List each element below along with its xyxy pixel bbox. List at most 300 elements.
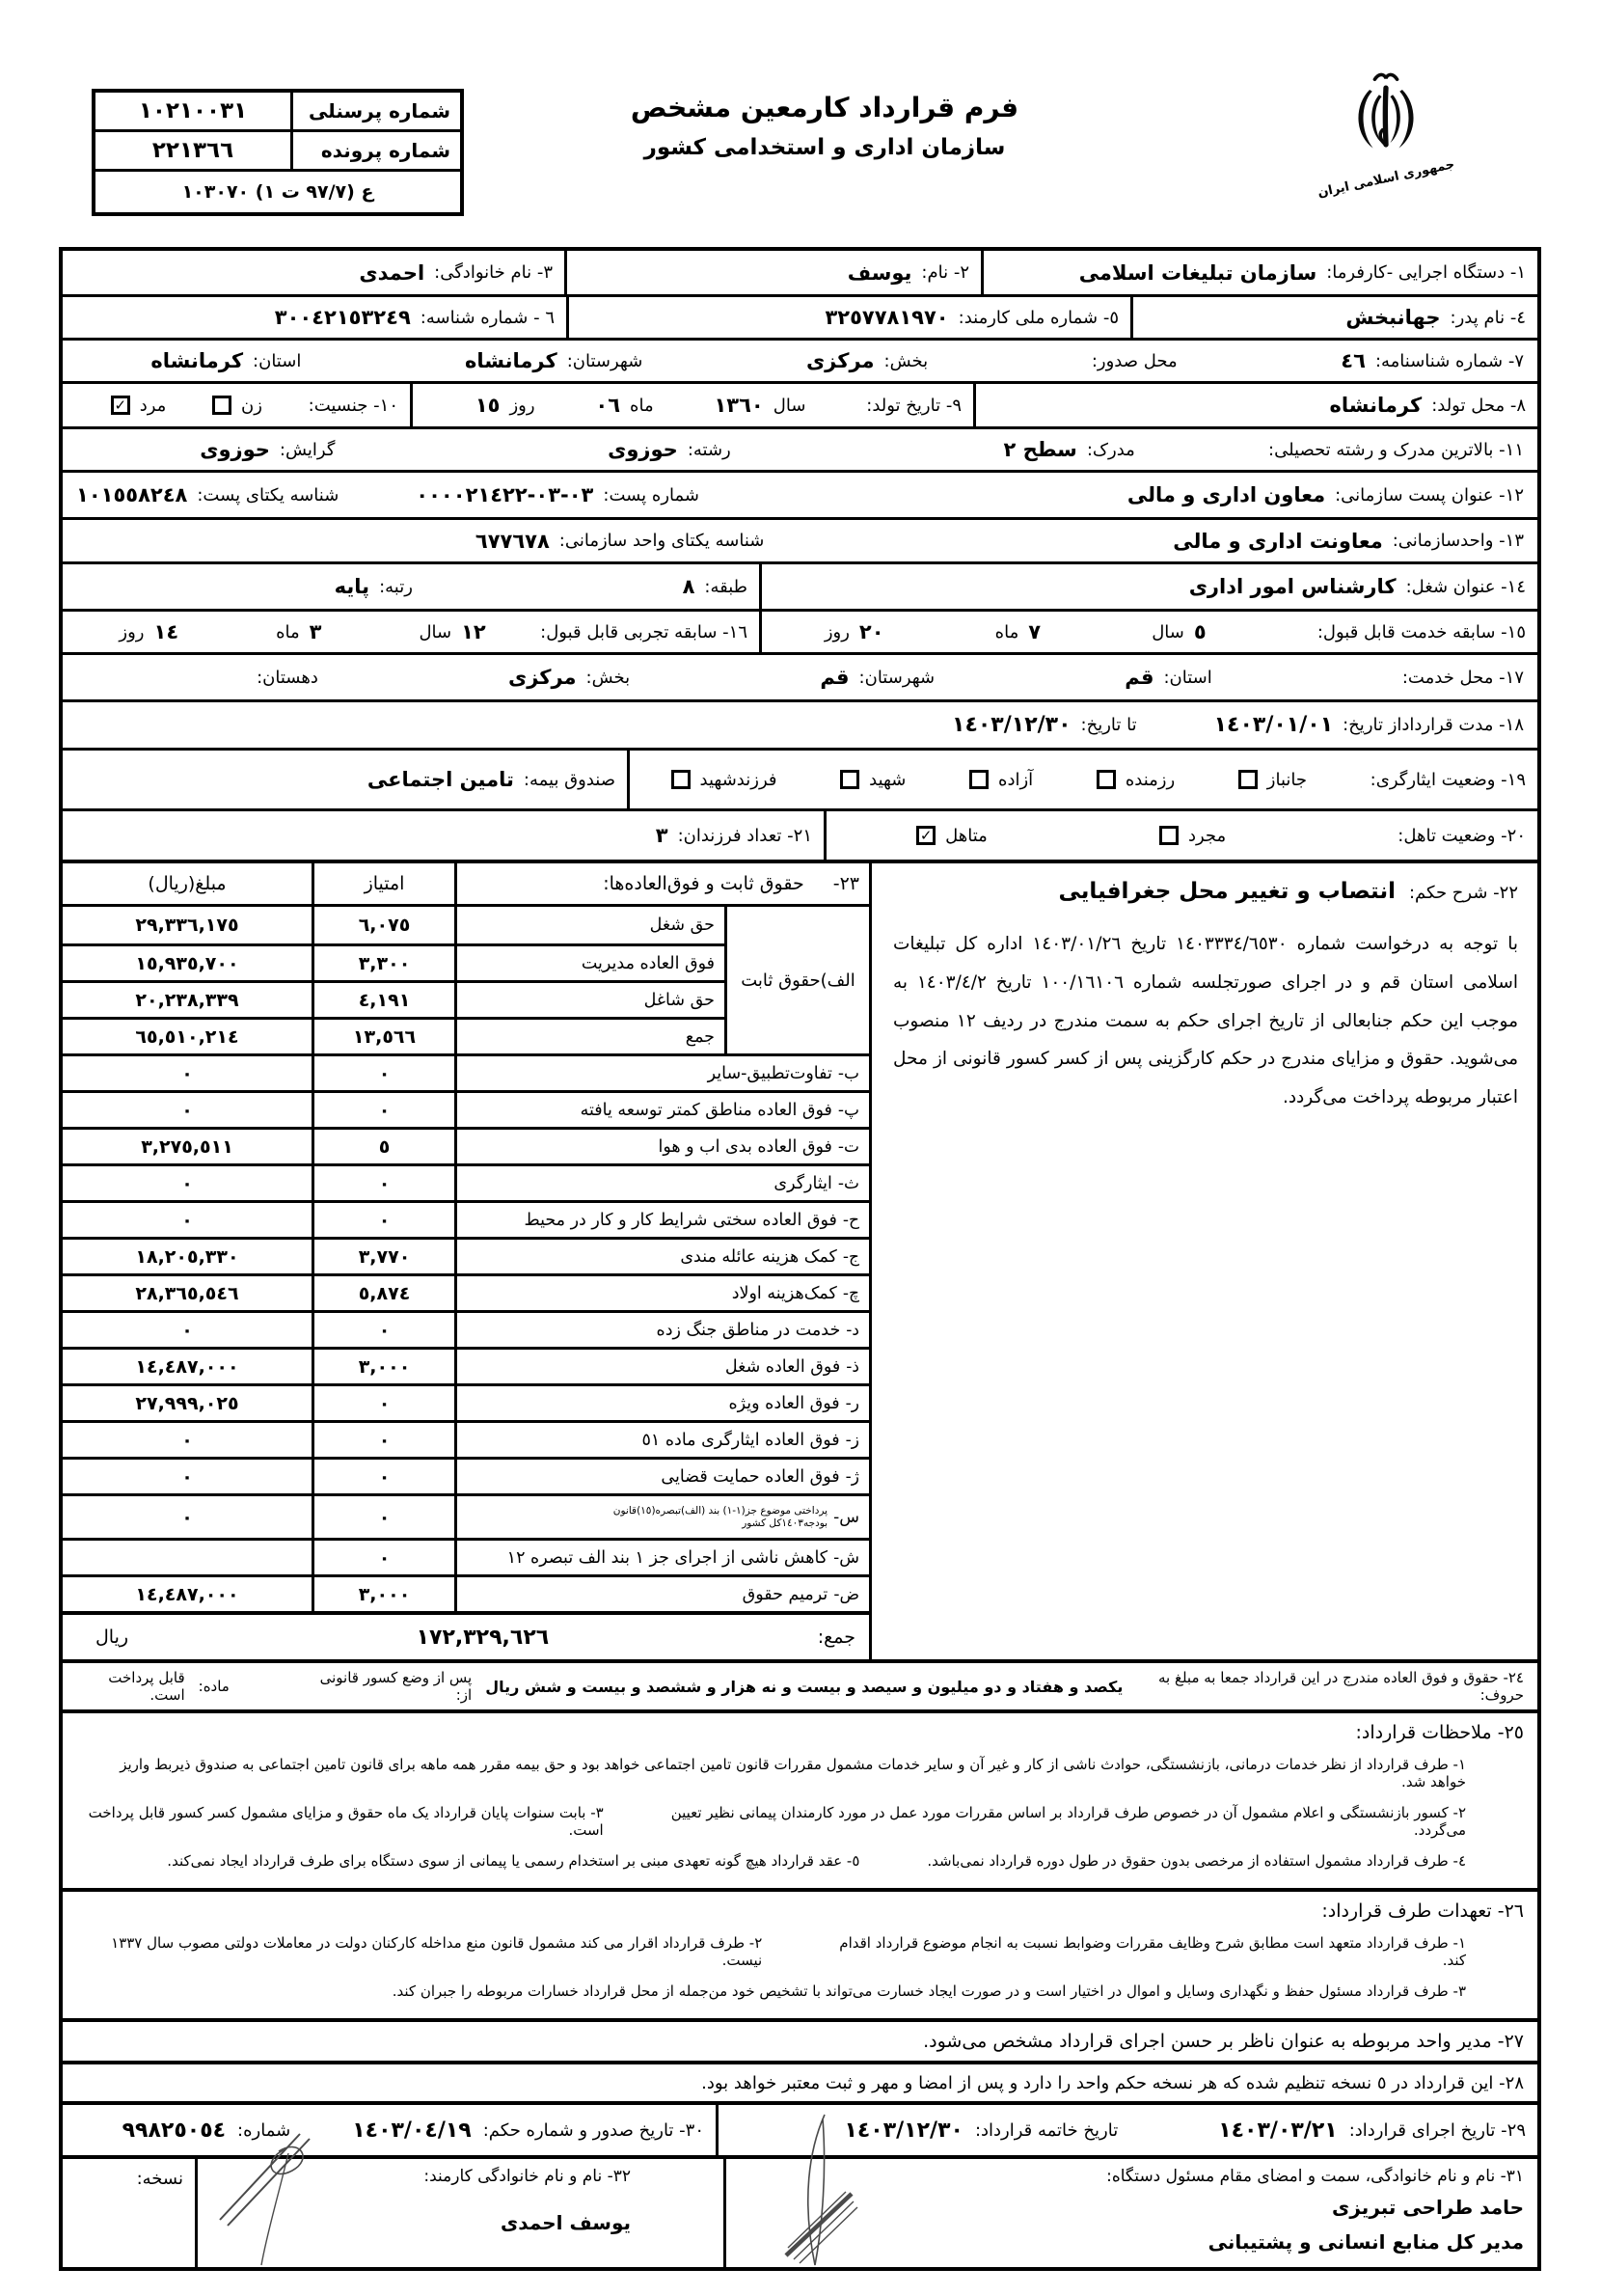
- sacrifice-label: ١٩- وضعیت ایثارگری:: [1370, 769, 1526, 790]
- salary-header-row: [63, 863, 869, 904]
- farzand-shahid-label: فرزندشهید: [699, 769, 777, 790]
- janbaz-label: جانباز: [1266, 769, 1308, 790]
- salary-row-amount: ١٤,٤٨٧,٠٠٠: [135, 1583, 239, 1605]
- salary-row-prefix: د-: [846, 1320, 859, 1340]
- org-unit-label: ١٣- واحدسازمانی:: [1392, 531, 1524, 551]
- salary-row-prefix: ح-: [842, 1210, 859, 1230]
- decree-title: انتصاب و تغییر محل جغرافیایی: [1058, 879, 1396, 904]
- row-job-title: [63, 561, 1537, 609]
- post-title-label: ١٢- عنوان پست سازمانی:: [1335, 484, 1524, 506]
- file-number-row: [95, 132, 460, 172]
- firstname-value: یوسف: [847, 260, 912, 285]
- service-history-label: ١٥- سابقه خدمت قابل قبول:: [1316, 621, 1526, 642]
- service-shahrestan-label: شهرستان:: [858, 667, 936, 688]
- salary-row-label: [454, 907, 724, 943]
- decree-number-value: ٩٩٨٢٥٠٥٤: [122, 2118, 227, 2143]
- salary-row-text: فوق العاده حمایت قضایی: [661, 1466, 840, 1487]
- salary-row-amount: ٠: [181, 1319, 193, 1341]
- birthdate-year-label: سال: [773, 395, 806, 416]
- emblem-caption: جمهوری اسلامی ایران: [1316, 157, 1456, 201]
- org-unit-id-label: شناسه یکتای واحد سازمانی:: [558, 531, 765, 551]
- salary-row-score: ٠: [312, 1541, 454, 1574]
- row-father-national-id: [63, 294, 1537, 338]
- salary-row: [63, 1237, 869, 1273]
- salary-row-score: ٠: [312, 1093, 454, 1127]
- note-item: ٣- بابت سنوات پایان قرارداد یک ماه حقوق و مزایای مشمول کسر کسور قابل پرداخت است.: [88, 1804, 604, 1839]
- salary-row-score: ٣,٠٠٠: [312, 1577, 454, 1611]
- salary-row-label: [454, 983, 724, 1017]
- lastname-value: احمدی: [359, 260, 425, 285]
- decree-issue-date: ١٤٠٣/٠٤/١٩: [352, 2118, 472, 2143]
- father-cell: [1130, 297, 1537, 338]
- salary-total-label: جمع:: [817, 1626, 855, 1648]
- job-title-label: ١٤- عنوان شغل:: [1405, 576, 1526, 597]
- personnel-number-label: شماره پرسنلی: [290, 93, 460, 129]
- salary-row-text: فوق العاده ویژه: [728, 1393, 840, 1413]
- gender-cell: [63, 384, 410, 426]
- service-years: ٥: [1193, 620, 1207, 643]
- service-days: ٢٠: [858, 620, 884, 643]
- allowance-rows: [63, 1053, 869, 1611]
- party-obligations-heading: ٢٦- تعهدات طرف قرارداد:: [1321, 1900, 1524, 1922]
- experience-days: ١٤: [153, 620, 179, 643]
- issue-shahrestan-value: کرمانشاه: [464, 349, 557, 372]
- salary-row-amount: ٢٨,٣٦٥,٥٤٦: [135, 1282, 239, 1304]
- birthdate-month: ٠٦: [595, 394, 621, 417]
- salary-row-text: فوق العاده شغل: [724, 1356, 841, 1377]
- copies-note-text: ٢٨- این قرارداد در ٥ نسخه تنظیم شده که هر نسخه حکم واحد را دارد و پس از امضا و مهر و ثبت معتبر خواهد بود.: [701, 2072, 1524, 2093]
- contract-duration-label: ١٨- مدت قرارداداز تاریخ:: [1343, 715, 1524, 735]
- post-number-value: ٠٣-٠٣-٠٠٠٠٢١٤٢٢: [416, 483, 594, 506]
- salary-row-label: [454, 1313, 869, 1347]
- salary-row-score: ٤,١٩١: [312, 983, 454, 1017]
- salary-row-label: [454, 946, 724, 980]
- employee-signature-cell: [195, 2159, 723, 2267]
- razmande-checkbox[interactable]: [1097, 770, 1116, 789]
- single-checkbox[interactable]: [1159, 826, 1179, 845]
- note-item: ٥- عقد قرارداد هیچ گونه تعهدی مبنی بر استخدام رسمی یا پیمانی از سوی دستگاه برای طرف قرارداد ایجاد نمی‌کند.: [167, 1852, 860, 1870]
- salary-currency: ریال: [95, 1626, 129, 1648]
- salary-row-amount: ٠: [181, 1209, 193, 1231]
- post-id-value: ١٠١٥٥٨٢٤٨: [76, 483, 188, 506]
- salary-row-label: [454, 1460, 869, 1493]
- degree-value: سطح ٢: [1003, 438, 1077, 461]
- salary-row-prefix: ب-: [837, 1063, 859, 1083]
- salary-header-number: ٢٣-: [832, 873, 859, 894]
- children-count-label: ٢١- تعداد فرزندان:: [677, 825, 812, 846]
- salary-row-amount: ١٨,٢٠٥,٣٣٠: [135, 1245, 239, 1268]
- madeh-label: ماده:: [198, 1678, 230, 1695]
- salary-row-prefix: ض-: [833, 1584, 859, 1604]
- decree-body: با توجه به درخواست شماره ١٤٠٣٣٣٤/٦٥٣٠ تاریخ ١٤٠٣/٠١/٢٦ اداره کل تبلیغات اسلامی استان قم و در اجرای صورتجلسه شماره ١٠٠/١٦١٠٦ تاریخ ١٤٠٣/٤/٢ به موجب این حکم جنابعالی از تاریخ اجرای حکم به سمت مندرج در ردیف ١٢ منصوب می‌شوید. حقوق و مزایای مندرج در حکم کارگزینی پس از کسر کسور قانونی از محل اعتبار مربوطه پرداخت می‌گردد.: [893, 934, 1519, 1108]
- salary-row: [63, 943, 724, 980]
- row-service-history: [63, 609, 1537, 652]
- salary-row: [63, 1053, 869, 1090]
- firstname-cell: [564, 251, 981, 294]
- salary-row-amount: ٠: [181, 1172, 193, 1194]
- row-supervisor-note: [63, 2018, 1537, 2061]
- insurance-fund-cell: [63, 751, 627, 808]
- experience-months-unit: ماه: [276, 621, 300, 642]
- salary-row: [63, 1383, 869, 1420]
- salary-band: [63, 860, 1537, 1659]
- note-line: [76, 1749, 1524, 1797]
- salary-row-label: [454, 1130, 869, 1163]
- salary-row-text: فوق العاده مناطق کمتر توسعه یافته: [580, 1100, 832, 1120]
- salary-row-score: ٥: [312, 1130, 454, 1163]
- salary-row-text: کاهش ناشی از اجرای جز ١ بند الف تبصره ١٢: [506, 1547, 828, 1568]
- job-title-cell: [759, 564, 1537, 609]
- salary-row-amount: ٠: [181, 1506, 193, 1528]
- agency-signatory-label: ٣١- نام و نام خانوادگی، سمت و امضای مقام مسئول دستگاه:: [1106, 2167, 1524, 2186]
- birthplace-value: کرمانشاه: [1329, 394, 1423, 417]
- shahid-label: شهید: [869, 769, 907, 790]
- salary-row-amount: ٦٥,٥١٠,٢١٤: [135, 1025, 239, 1048]
- fixed-salary-group-label: الف)حقوق ثابت: [724, 907, 869, 1053]
- gender-label: ١٠- جنسیت:: [308, 395, 398, 416]
- insurance-fund-value: تامین اجتماعی: [366, 768, 514, 791]
- note-item: ٢- کسور بازنشستگی و اعلام مشمول آن در خصوص طرف قرارداد بر اساس مقررات مورد عمل در مورد کارمندان پیمانی نظیر تعیین می‌گردد.: [670, 1804, 1466, 1839]
- salary-row-text: کمک‌هزینه اولاد: [731, 1283, 837, 1303]
- salary-row-score: ٠: [312, 1313, 454, 1347]
- salary-row-amount: [63, 1541, 312, 1574]
- salary-row-text: ترمیم حقوق: [742, 1584, 828, 1604]
- salary-row-text: ایثارگری: [773, 1173, 832, 1193]
- salary-row-label: [454, 1423, 869, 1457]
- major-label: رشته:: [687, 439, 731, 460]
- birthdate-day-label: روز: [509, 395, 535, 416]
- salary-row: [63, 1493, 869, 1538]
- single-label: مجرد: [1187, 825, 1227, 846]
- experience-label: ١٦- سابقه تجربی قابل قبول:: [540, 621, 747, 642]
- row-agency-name: [63, 251, 1537, 294]
- lastname-cell: [63, 251, 564, 294]
- salary-row: [63, 1538, 869, 1574]
- salary-row-prefix: ز-: [845, 1430, 859, 1450]
- birthdate-month-label: ماه: [630, 395, 654, 416]
- personnel-number-value: ١٠٢١٠٠٣١: [138, 98, 248, 123]
- gender-male-checkbox[interactable]: ✓: [111, 396, 130, 415]
- experience-years-unit: سال: [419, 621, 452, 642]
- salary-row-text: پرداختی موضوع جز(١-١) بند (الف)تبصره(١٥)قانون بودجه١٤٠٣کل کشور: [612, 1505, 828, 1529]
- salary-row-text: حق شاغل: [643, 990, 715, 1010]
- razmande-label: رزمنده: [1125, 769, 1176, 790]
- row-birth-gender: [63, 381, 1537, 426]
- salary-row-prefix: س-: [833, 1507, 859, 1527]
- salary-row-amount: ٣,٢٧٥,٥١١: [141, 1135, 233, 1158]
- sacrifice-cell: [627, 751, 1537, 808]
- end-date-label: تاریخ خاتمه قرارداد:: [974, 2119, 1119, 2141]
- fixed-salary-group: [63, 904, 869, 1053]
- execution-date-value: ١٤٠٣/٠٣/٢١: [1218, 2118, 1338, 2143]
- party-obligations-lines: [76, 1927, 1524, 2007]
- farzand-shahid-checkbox[interactable]: [671, 770, 691, 789]
- note-item: ٤- طرف قرارداد مشمول استفاده از مرخصی بدون حقوق در طول دوره قرارداد نمی‌باشد.: [927, 1852, 1466, 1870]
- service-history-cell: [759, 612, 1537, 652]
- national-id-value: ٣٢٥٧٧٨١٩٧٠: [825, 306, 949, 329]
- birthdate-year: ١٣٦٠: [714, 394, 764, 417]
- salary-row-label: [454, 1240, 869, 1273]
- employee-name-value: یوسف احمدی: [500, 2211, 631, 2234]
- salary-row-label: [454, 1020, 724, 1053]
- issue-date-cell: [63, 2105, 716, 2155]
- gender-female-checkbox[interactable]: [212, 396, 231, 415]
- firstname-label: ٢- نام:: [921, 262, 969, 283]
- salary-row: [63, 1017, 724, 1053]
- national-id-label: ٥- شماره ملی کارمند:: [958, 307, 1119, 328]
- salary-row-prefix: ث-: [837, 1173, 859, 1193]
- birthdate-day: ١٥: [475, 394, 501, 417]
- salary-row-label: [454, 1093, 869, 1127]
- amount-column-header: مبلغ(ریال): [148, 873, 227, 894]
- note-item: ٣- طرف قرارداد مسئول حفظ و نگهداری وسایل و اموال در اختیار است و در صورت ایجاد خسارت می‌تواند با تشخیص خود من‌جمله از محل قرارداد خسارات مربوطه را جبران کند.: [392, 1982, 1466, 2000]
- salary-row-prefix: ج-: [842, 1246, 859, 1267]
- row-sacrifice-status: [63, 748, 1537, 808]
- salary-row-prefix: ژ-: [845, 1466, 859, 1487]
- service-shahrestan-value: قم: [820, 666, 850, 689]
- salary-total-value: ١٧٢,٣٢٩,٦٢٦: [416, 1625, 550, 1650]
- decree-number-label: شماره:: [237, 2119, 291, 2141]
- azade-label: آزاده: [998, 769, 1034, 790]
- insurance-fund-label: صندوق بیمه:: [523, 769, 615, 790]
- salary-row-text: جمع: [685, 1026, 715, 1047]
- row-education: [63, 426, 1537, 470]
- agency-signatory-name: حامد طراحی تبریزی: [1332, 2196, 1524, 2219]
- salary-row-amount: ٠: [181, 1062, 193, 1084]
- salary-row-text: کمک هزینه عائله مندی: [680, 1246, 837, 1267]
- salary-row-label: [454, 1350, 869, 1383]
- salary-row-prefix: ش-: [833, 1547, 859, 1568]
- lastname-label: ٣- نام خانوادگی:: [434, 262, 553, 283]
- execution-date-label: ٢٩- تاریخ اجرای قرارداد:: [1348, 2119, 1526, 2141]
- agency-cell: [981, 251, 1537, 294]
- org-unit-value: معاونت اداری و مالی: [1173, 529, 1383, 553]
- form-title: [526, 92, 1124, 160]
- salary-row-text: خدمت در مناطق جنگ زده: [656, 1320, 841, 1340]
- salary-row-amount: ٠: [181, 1429, 193, 1451]
- issue-bakhsh-value: مرکزی: [805, 349, 875, 372]
- salary-row: [63, 1457, 869, 1493]
- service-bakhsh-label: بخش:: [585, 667, 631, 688]
- row-org-unit: [63, 517, 1537, 561]
- shenase-cell: [63, 297, 566, 338]
- married-checkbox[interactable]: ✓: [916, 826, 936, 845]
- row-service-location: [63, 652, 1537, 699]
- salary-row-score: ٠: [312, 1496, 454, 1538]
- father-value: جهانبخش: [1345, 306, 1441, 329]
- decree-issue-label: ٣٠- تاریخ صدور و شماره حکم:: [482, 2119, 704, 2141]
- form-title-line2: سازمان اداری و استخدامی کشور: [643, 135, 1006, 160]
- salary-row: [63, 1163, 869, 1200]
- salary-row-text: تفاوت‌تطبیق-سایر: [707, 1063, 832, 1083]
- salary-row-amount: ١٥,٩٣٥,٧٠٠: [135, 952, 239, 974]
- salary-row-amount: ٠: [181, 1099, 193, 1121]
- salary-row: [63, 907, 724, 943]
- marital-cell: [824, 811, 1537, 860]
- experience-days-unit: روز: [119, 621, 145, 642]
- birthdate-cell: [410, 384, 973, 426]
- note-item: ٢- طرف قرارداد اقرار می کند مشمول قانون منع مداخله کارکنان دولت در معاملات دولتی مصوب سال ١٣٣٧ نیست.: [111, 1934, 763, 1969]
- salary-row-label: [454, 1541, 869, 1574]
- party-obligations-section: [63, 1888, 1537, 2018]
- service-bakhsh-value: مرکزی: [507, 666, 577, 689]
- salary-row-text: فوق العاده سختی شرایط کار و کار در محیط: [524, 1210, 837, 1230]
- salary-row-prefix: ذ-: [846, 1356, 859, 1377]
- service-ostan-value: قم: [1125, 666, 1154, 689]
- issue-ostan-value: کرمانشاه: [150, 349, 244, 372]
- salary-row-score: ٠: [312, 1386, 454, 1420]
- row-post: [63, 470, 1537, 517]
- service-months: ٧: [1028, 620, 1042, 643]
- salary-row-score: ٦,٠٧٥: [312, 907, 454, 943]
- contract-notes-section: [63, 1709, 1537, 1888]
- salary-row-label: [454, 1203, 869, 1237]
- salary-header-label-cell: [454, 863, 869, 904]
- gender-female-label: زن: [241, 395, 262, 416]
- birth-cert-label: ٧- شماره شناسنامه:: [1374, 350, 1524, 371]
- salary-row-prefix: چ-: [842, 1283, 859, 1303]
- salary-row-label: [454, 1496, 869, 1538]
- service-months-unit: ماه: [994, 621, 1019, 642]
- salary-table: [63, 863, 869, 1659]
- contract-table: [59, 247, 1541, 2271]
- salary-row-label: [454, 1386, 869, 1420]
- salary-row-score: ٠: [312, 1460, 454, 1493]
- service-dehestan-label: دهستان:: [257, 667, 318, 688]
- score-column-header: امتیاز: [312, 863, 454, 904]
- post-id-label: شناسه یکتای پست:: [197, 484, 339, 506]
- grade-cell: [63, 564, 759, 609]
- execution-date-cell: [716, 2105, 1537, 2155]
- issue-bakhsh-label: بخش:: [883, 350, 929, 371]
- salary-total-row: [63, 1611, 869, 1659]
- copy-number-cell: [63, 2159, 195, 2267]
- gender-male-label: مرد: [139, 395, 167, 416]
- salary-row: [63, 1273, 869, 1310]
- salary-row: [63, 1200, 869, 1237]
- salary-row-text: فوق العاده بدی اب و هوا: [658, 1136, 832, 1157]
- salary-row-label: [454, 1056, 869, 1090]
- contract-from-date: ١٤٠٣/٠١/٠١: [1213, 713, 1334, 737]
- note-item: ١- طرف قرارداد از نظر خدمات درمانی، بازنشستگی، حوادث ناشی از کار و غیر آن و سایر خدمات مشمول مقررات قانون تامین اجتماعی خواهد بود و حق بیمه مقرر همه ماهه برای قانون تامین اجتماعی به صندوق ذیربط واریز خواهد شد.: [120, 1756, 1466, 1790]
- rank-label: رتبه:: [379, 576, 413, 597]
- signatures-row: [63, 2155, 1537, 2267]
- salary-row-text: حق شغل: [649, 916, 715, 935]
- contract-to-date: ١٤٠٣/١٢/٣٠: [952, 713, 1072, 737]
- orientation-value: حوزوی: [200, 438, 270, 461]
- experience-months: ٣: [309, 620, 322, 643]
- contract-to-label: تا تاریخ:: [1080, 715, 1137, 735]
- salary-row-score: ٣,٧٧٠: [312, 1240, 454, 1273]
- salary-row-amount: ٠: [181, 1465, 193, 1488]
- salary-row-label: [454, 1166, 869, 1200]
- salary-row-score: ٣,٠٠٠: [312, 1350, 454, 1383]
- salary-row-amount: ٢٧,٩٩٩,٠٢٥: [135, 1392, 239, 1414]
- issue-place-label: محل صدور:: [1091, 350, 1178, 371]
- salary-row: [63, 1420, 869, 1457]
- experience-cell: [63, 612, 759, 652]
- salary-row: [63, 1574, 869, 1611]
- row-contract-duration: [63, 699, 1537, 748]
- amount-words-value: یکصد و هفتاد و دو میلیون و سیصد و بیست و نه هزار و ششصد و بیست و شش ریال: [485, 1677, 1124, 1696]
- end-date-value: ١٤٠٣/١٢/٣٠: [844, 2118, 963, 2143]
- salary-row: [63, 1347, 869, 1383]
- shenase-label: ٦ - شماره شناسه:: [420, 307, 555, 328]
- azade-checkbox[interactable]: [969, 770, 989, 789]
- decree-heading: [889, 879, 1518, 904]
- row-contract-dates: [63, 2101, 1537, 2155]
- iran-emblem: [1304, 66, 1468, 201]
- salary-row-score: ٠: [312, 1056, 454, 1090]
- job-title-value: کارشناس امور اداری: [1188, 575, 1397, 598]
- salary-row-prefix: ت-: [837, 1136, 859, 1157]
- file-number-label: شماره پرونده: [290, 132, 460, 169]
- marital-label: ٢٠- وضعیت تاهل:: [1397, 825, 1526, 846]
- salary-row: [63, 980, 724, 1017]
- amount-words-label: ٢٤- حقوق و فوق العاده مندرج در این قرارداد جمعا به مبلغ به حروف:: [1157, 1669, 1524, 1704]
- children-count-value: ٣: [655, 824, 668, 847]
- iran-emblem-icon: [1346, 66, 1425, 160]
- contract-notes-lines: [76, 1749, 1524, 1876]
- note-line: [76, 1845, 1524, 1876]
- salary-row-score: ٠: [312, 1203, 454, 1237]
- degree-label: مدرک:: [1086, 439, 1135, 460]
- issue-ostan-label: استان:: [253, 350, 302, 371]
- salary-header-title: حقوق ثابت و فوق‌العاده‌ها:: [603, 873, 804, 894]
- salary-row: [63, 1310, 869, 1347]
- fixed-salary-rows: [63, 907, 724, 1053]
- salary-row-amount: ١٤,٤٨٧,٠٠٠: [135, 1355, 239, 1378]
- payable-label: قابل پرداخت است.: [108, 1669, 185, 1704]
- supervisor-note-text: ٢٧- مدیر واحد مربوطه به عنوان ناظر بر حسن اجرای قرارداد مشخص می‌شود.: [923, 2031, 1524, 2052]
- service-days-unit: روز: [824, 621, 850, 642]
- note-line: [76, 1976, 1524, 2007]
- note-line: [76, 1797, 1524, 1845]
- shahid-checkbox[interactable]: [840, 770, 859, 789]
- personnel-number-row: [95, 93, 460, 132]
- salary-row-score: ٠: [312, 1423, 454, 1457]
- decree-label: ٢٢- شرح حکم:: [1408, 883, 1518, 903]
- salary-row: [63, 1090, 869, 1127]
- salary-row-amount: ٢٩,٣٣٦,١٧٥: [135, 915, 239, 936]
- amount-after-label: پس از وضع کسور قانونی از:: [319, 1669, 473, 1704]
- employee-name-label: ٣٢- نام و نام خانوادگی کارمند:: [423, 2167, 631, 2186]
- personnel-id-box: [92, 89, 464, 216]
- rank-value: پایه: [334, 575, 370, 598]
- birth-cert-value: ٤٦: [1341, 349, 1366, 372]
- salary-row-text: فوق العاده مدیریت: [581, 953, 715, 973]
- row-marital-children: [63, 808, 1537, 860]
- org-unit-id-value: ٦٧٧٦٧٨: [475, 529, 550, 553]
- issue-shahrestan-label: شهرستان:: [566, 350, 643, 371]
- contract-notes-heading: ٢٥- ملاحظات قرارداد:: [1355, 1722, 1524, 1743]
- salary-row-score: ١٣,٥٦٦: [312, 1020, 454, 1053]
- file-number-value: ٢٢١٣٦٦: [151, 138, 234, 163]
- janbaz-checkbox[interactable]: [1238, 770, 1258, 789]
- salary-row: [63, 1127, 869, 1163]
- decree-cell: [869, 863, 1537, 1659]
- salary-row-score: ٥,٨٧٤: [312, 1276, 454, 1310]
- grade-label: طبقه:: [704, 576, 747, 597]
- post-title-value: معاون اداری و مالی: [1126, 483, 1326, 506]
- education-label: ١١- بالاترین مدرک و رشته تحصیلی:: [1268, 439, 1524, 460]
- salary-row-score: ٠: [312, 1166, 454, 1200]
- note-line: [76, 1927, 1524, 1976]
- salary-row-score: ٣,٣٠٠: [312, 946, 454, 980]
- service-location-label: ١٧- محل خدمت:: [1401, 667, 1524, 688]
- note-item: ١- طرف قرارداد متعهد است مطابق شرح وظایف مقررات وضوابط نسبت به انجام موضوع قرارداد اقدام کند.: [839, 1934, 1466, 1969]
- form-title-line1: فرم قرارداد کارمعین مشخص: [630, 92, 1019, 123]
